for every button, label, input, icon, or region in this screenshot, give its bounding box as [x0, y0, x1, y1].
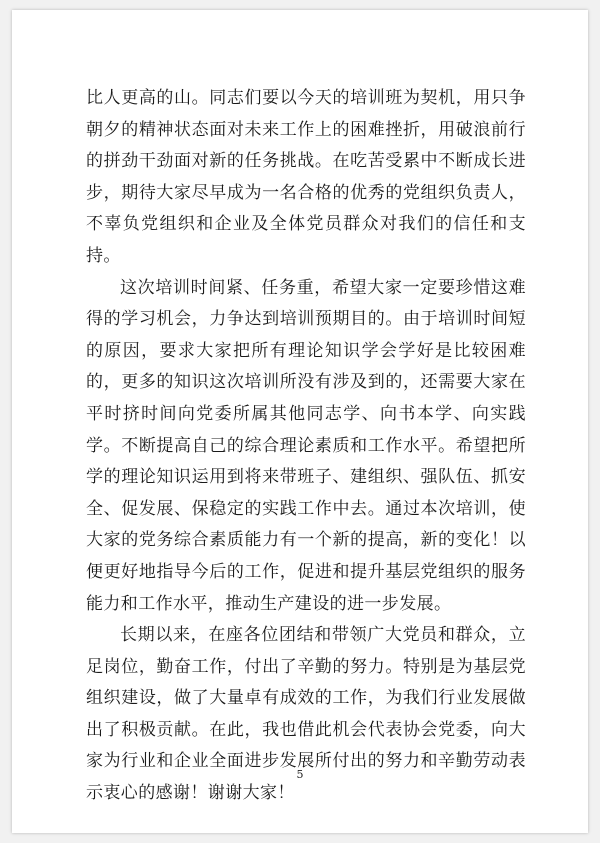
paragraph-3: 长期以来，在座各位团结和带领广大党员和群众，立足岗位，勤奋工作，付出了辛勤的努力。特别是为基层党组织建设，做了大量卓有成效的工作，为我们行业发展做出了积极贡献。在此，我也借此机会代表协会党委，向大家为行业和企业全面进步发展所付出的努力和辛勤劳动表示衷心的感谢！谢谢大家！ — [86, 625, 526, 804]
paragraph-2: 这次培训时间紧、任务重，希望大家一定要珍惜这难得的学习机会，力争达到培训预期目的。由于培训时间短的原因，要求大家把所有理论知识学会学好是比较困难的，更多的知识这次培训所没有涉及到的，还需要大家在平时挤时间向党委所属其他同志学、向书本学、向实践学。不断提高自己的综合理论素质和工作水平。希望把所学的理论知识运用到将来带班子、建组织、强队伍、抓安全、促发展、保稳定的实践工作中去。通过本次培训，使大家的党务综合素质能力有一个新的提高，新的变化！以便更好地指导今后的工作，促进和提升基层党组织的服务能力和工作水平，推动生产建设的进一步发展。 — [86, 277, 526, 614]
paragraph-1: 比人更高的山。同志们要以今天的培训班为契机，用只争朝夕的精神状态面对未来工作上的困难挫折，用破浪前行的拼劲干劲面对新的任务挑战。在吃苦受累中不断成长进步，期待大家尽早成为一名合格的优秀的党组织负责人，不辜负党组织和企业及全体党员群众对我们的信任和支持。 — [86, 88, 526, 266]
page-number: 5 — [296, 768, 304, 781]
document-page — [12, 10, 588, 833]
body-text — [86, 83, 526, 810]
